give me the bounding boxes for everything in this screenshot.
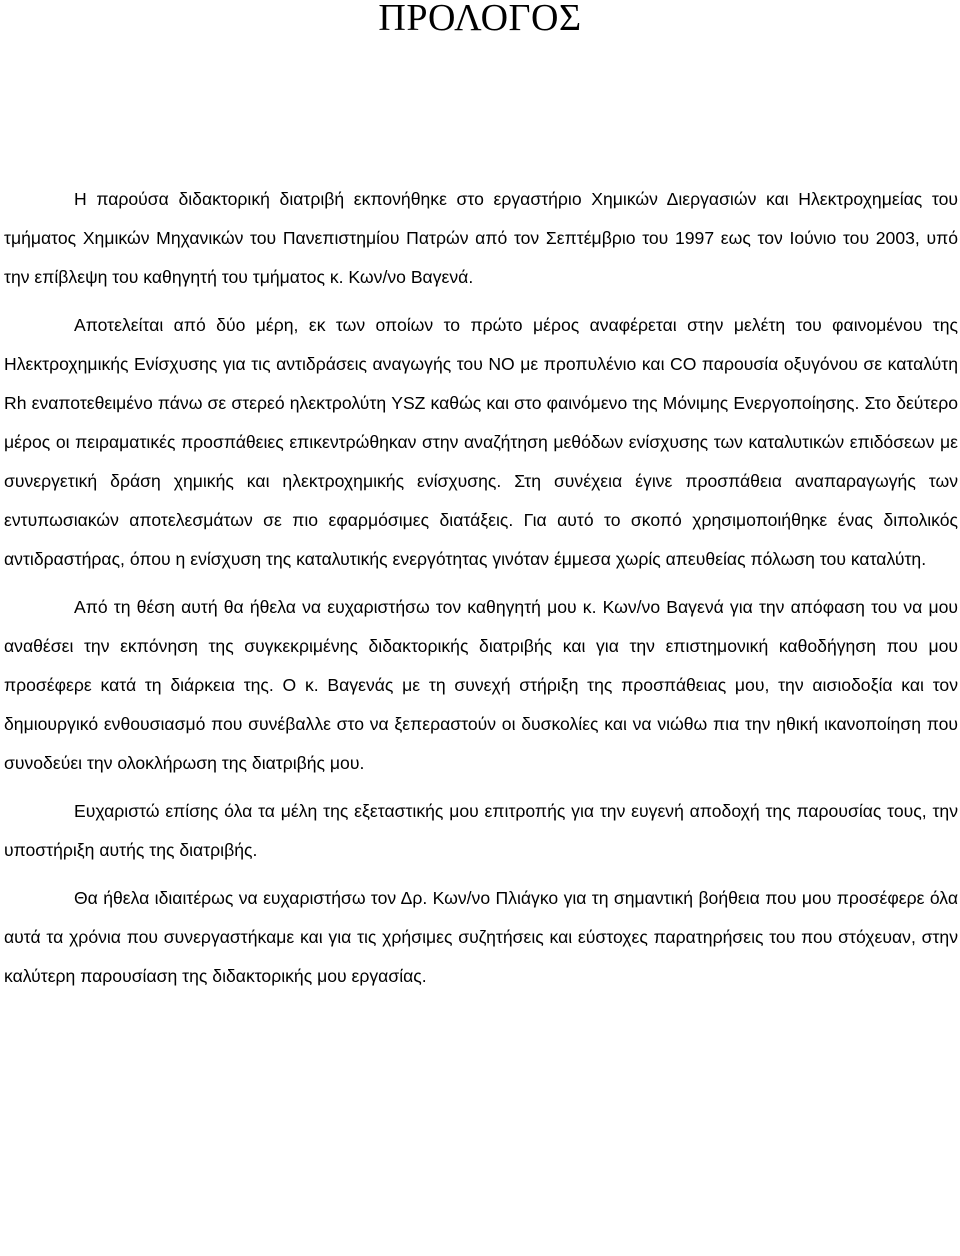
page-title: ΠΡΟΛΟΓΟΣ — [378, 0, 582, 39]
paragraph-structure: Αποτελείται από δύο μέρη, εκ των οποίων το πρώτο μέρος αναφέρεται στην μελέτη του φαινομένου της Ηλεκτροχημικής Ενίσχυσης για τις αντιδράσεις αναγωγής του NO με προπυλένιο και CO παρουσία οξυγόνου σε καταλύτη Rh εναποτεθειμένο πάνω σε στερεό ηλεκτρολύτη YSZ καθώς και στο φαινόμενο της Μόνιμης Ενεργοποίησης. Στο δεύτερο μέρος οι πειραματικές προσπάθειες επικεντρώθηκαν στην αναζήτηση μεθόδων ενίσχυσης των καταλυτικών επιδόσεων με συνεργετική δράση χημικής και ηλεκτροχημικής ενίσχυσης. Στη συνέχεια έγινε προσπάθεια αναπαραγωγής των εντυπωσιακών αποτελεσμάτων σε πιο εφαρμόσιμες διατάξεις. Για αυτό το σκοπό χρησιμοποιήθηκε ένας διπολικός αντιδραστήρας, όπου η ενίσχυση της καταλυτικής ενεργότητας γινόταν έμμεσα χωρίς απευθείας πόλωση του καταλύτη. — [4, 315, 958, 569]
paragraph-thanks-supervisor: Από τη θέση αυτή θα ήθελα να ευχαριστήσω τον καθηγητή μου κ. Κων/νο Βαγενά για την απόφαση του να μου αναθέσει την εκπόνηση της συγκεκριμένης διδακτορικής διατριβής και για την επιστημονική καθοδήγηση που μου προσέφερε κατά τη διάρκεια της. Ο κ. Βαγενάς με τη συνεχή στήριξη της προσπάθειας μου, την αισιοδοξία και τον δημιουργικό ενθουσιασμό που συνέβαλλε στο να ξεπεραστούν οι δυσκολίες και να νιώθω πια την ηθική ικανοποίηση που συνοδεύει την ολοκλήρωση της διατριβής μου. — [4, 597, 958, 773]
paragraph-thanks-colleague: Θα ήθελα ιδιαιτέρως να ευχαριστήσω τον Δρ. Κων/νο Πλιάγκο για τη σημαντική βοήθεια που μου προσέφερε όλα αυτά τα χρόνια που συνεργαστήκαμε και για τις χρήσιμες συζητήσεις και εύστοχες παρατηρήσεις του που στόχευαν, στην καλύτερη παρουσίαση της διδακτορικής μου εργασίας. — [4, 888, 958, 986]
paragraph-intro: Η παρούσα διδακτορική διατριβή εκπονήθηκε στο εργαστήριο Χημικών Διεργασιών και Ηλεκτροχημείας του τμήματος Χημικών Μηχανικών του Πανεπιστημίου Πατρών από τον Σεπτέμβριο του 1997 εως τον Ιούνιο του 2003, υπό την επίβλεψη του καθηγητή του τμήματος κ. Κων/νο Βαγενά. — [4, 189, 958, 287]
paragraph-thanks-committee: Ευχαριστώ επίσης όλα τα μέλη της εξεταστικής μου επιτροπής για την ευγενή αποδοχή της παρουσίας τους, την υποστήριξη αυτής της διατριβής. — [4, 801, 958, 860]
body-text — [4, 180, 958, 996]
